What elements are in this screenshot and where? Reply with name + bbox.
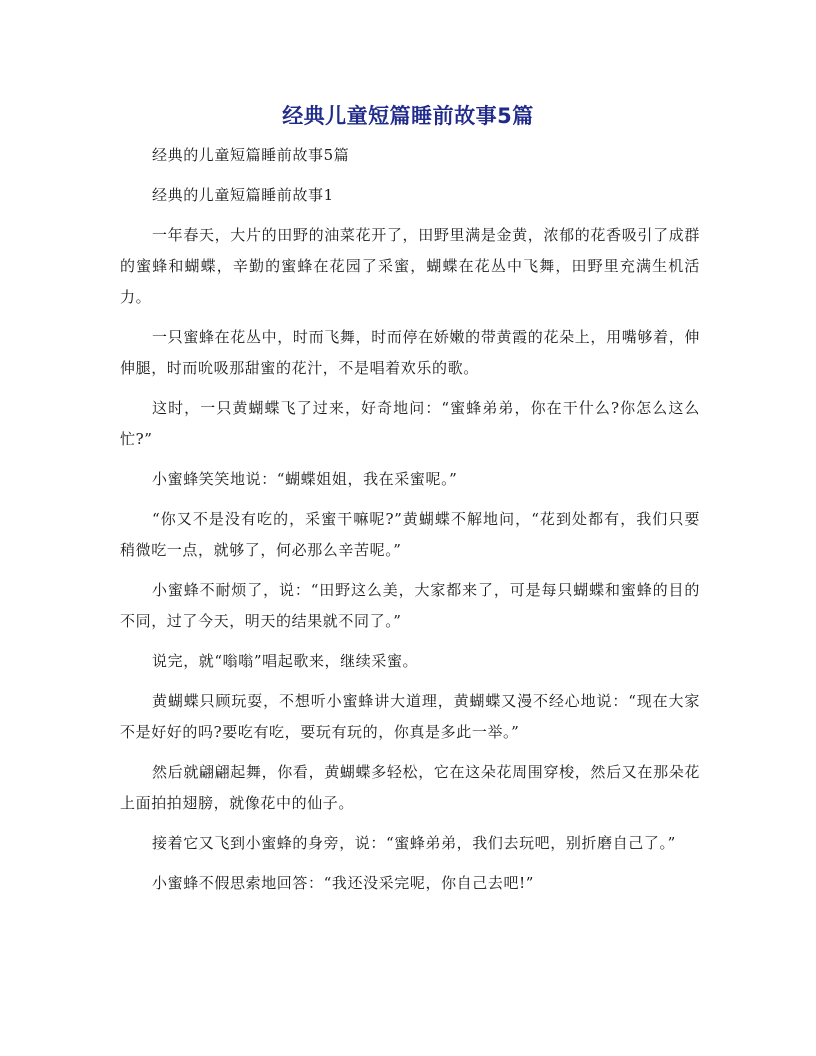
paragraph: 经典的儿童短篇睡前故事5篇 <box>152 146 350 164</box>
document-title: 经典儿童短篇睡前故事5篇 <box>282 104 534 128</box>
paragraph: 然后就翩翩起舞，你看，黄蝴蝶多轻松，它在这朵花周围穿梭，然后又在那朵花上面拍拍翅膀，就像花中的仙子。 <box>120 763 700 812</box>
paragraph: 接着它又飞到小蜜蜂的身旁，说：“蜜蜂弟弟，我们去玩吧，别折磨自己了。” <box>152 834 676 852</box>
paragraph: 小蜜蜂不假思索地回答：“我还没采完呢，你自己去吧!” <box>152 874 534 892</box>
paragraph: 一只蜜蜂在花丛中，时而飞舞，时而停在娇嫩的带黄霞的花朵上，用嘴够着，伸伸腿，时而吮吸那甜蜜的花汁，不是唱着欢乐的歌。 <box>120 328 700 377</box>
paragraph: 小蜜蜂笑笑地说：“蝴蝶姐姐，我在采蜜呢。” <box>152 470 458 488</box>
paragraph: 小蜜蜂不耐烦了，说：“田野这么美，大家都来了，可是每只蝴蝶和蜜蜂的目的不同，过了今天，明天的结果就不同了。” <box>120 581 700 630</box>
paragraph: 黄蝴蝶只顾玩耍，不想听小蜜蜂讲大道理，黄蝴蝶又漫不经心地说：“现在大家不是好好的吗?要吃有吃，要玩有玩的，你真是多此一举。” <box>120 692 700 741</box>
paragraph: 说完，就“嗡嗡”唱起歌来，继续采蜜。 <box>152 652 419 670</box>
paragraph: “你又不是没有吃的，采蜜干嘛呢?”黄蝴蝶不解地问，“花到处都有，我们只要稍微吃一点，就够了，何必那么辛苦呢。” <box>120 510 700 559</box>
document-body <box>120 140 700 908</box>
paragraph: 这时，一只黄蝴蝶飞了过来，好奇地问：“蜜蜂弟弟，你在干什么?你怎么这么忙?” <box>120 399 700 448</box>
paragraph: 一年春天，大片的田野的油菜花开了，田野里满是金黄，浓郁的花香吸引了成群的蜜蜂和蝴蝶，辛勤的蜜蜂在花园了采蜜，蝴蝶在花丛中飞舞，田野里充满生机活力。 <box>120 226 700 306</box>
paragraph: 经典的儿童短篇睡前故事1 <box>152 186 334 204</box>
